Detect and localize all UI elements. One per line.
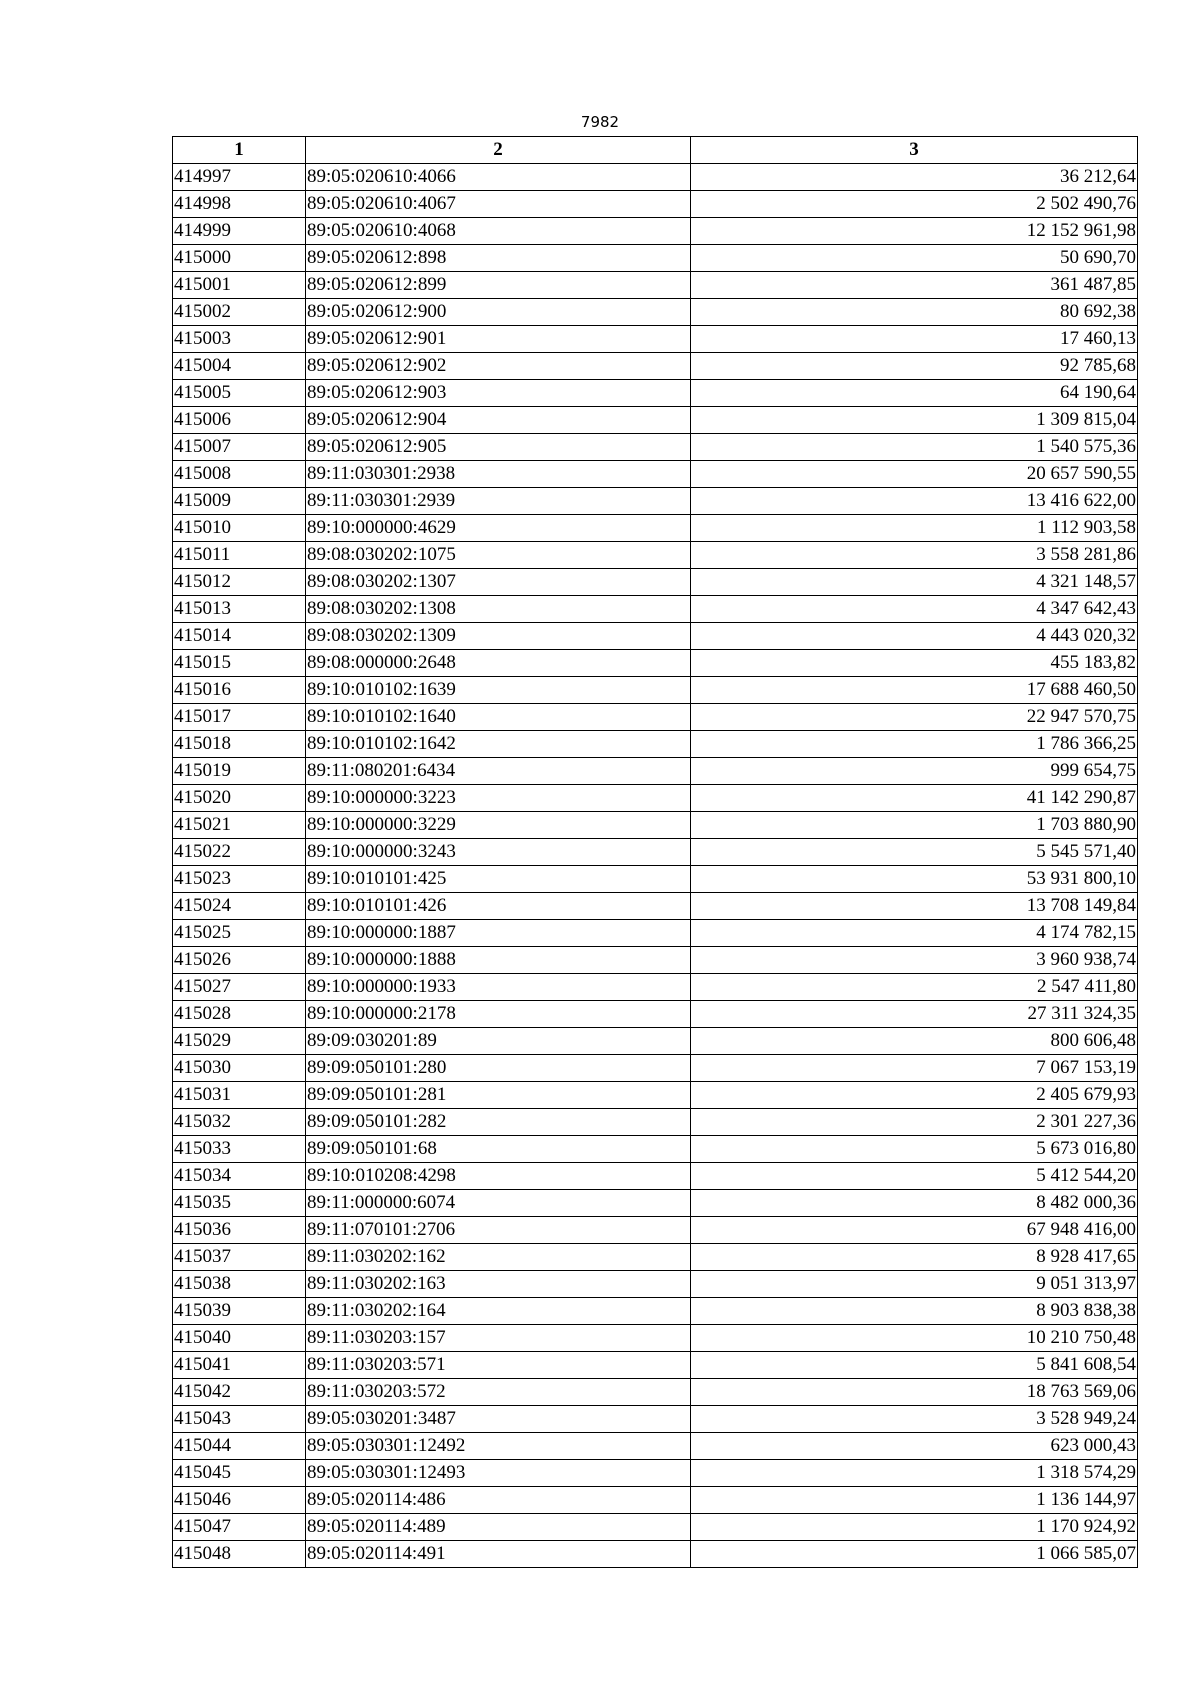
cadastral-number-cell: 89:11:030202:162 [306,1244,691,1271]
cadastral-number-cell: 89:11:030301:2938 [306,461,691,488]
table-row [173,1055,1138,1082]
value-cell: 800 606,48 [691,1028,1138,1055]
row-number-cell: 415043 [173,1406,306,1433]
cadastral-number-cell: 89:11:030202:163 [306,1271,691,1298]
row-number-cell: 415003 [173,326,306,353]
row-number-cell: 415030 [173,1055,306,1082]
row-number-cell: 415011 [173,542,306,569]
row-number-cell: 415033 [173,1136,306,1163]
row-number-cell: 415017 [173,704,306,731]
cadastral-number-cell: 89:10:000000:1933 [306,974,691,1001]
table-row [173,1514,1138,1541]
value-cell: 4 347 642,43 [691,596,1138,623]
row-number-cell: 415001 [173,272,306,299]
row-number-cell: 414998 [173,191,306,218]
cadastral-number-cell: 89:05:020612:901 [306,326,691,353]
value-cell: 13 708 149,84 [691,893,1138,920]
cadastral-number-cell: 89:05:020612:898 [306,245,691,272]
row-number-cell: 415016 [173,677,306,704]
cadastral-number-cell: 89:05:030301:12492 [306,1433,691,1460]
cadastral-number-cell: 89:08:030202:1307 [306,569,691,596]
cadastral-number-cell: 89:11:080201:6434 [306,758,691,785]
table-row [173,1325,1138,1352]
cadastral-number-cell: 89:11:030203:571 [306,1352,691,1379]
table-row [173,488,1138,515]
value-cell: 36 212,64 [691,164,1138,191]
value-cell: 1 170 924,92 [691,1514,1138,1541]
cadastral-number-cell: 89:10:000000:2178 [306,1001,691,1028]
cadastral-number-cell: 89:09:050101:281 [306,1082,691,1109]
cadastral-number-cell: 89:10:000000:1887 [306,920,691,947]
cadastral-number-cell: 89:10:000000:3229 [306,812,691,839]
row-number-cell: 415022 [173,839,306,866]
table-row [173,1433,1138,1460]
cadastral-number-cell: 89:10:000000:3243 [306,839,691,866]
cadastral-number-cell: 89:10:010101:425 [306,866,691,893]
value-cell: 92 785,68 [691,353,1138,380]
row-number-cell: 415013 [173,596,306,623]
table-row [173,380,1138,407]
row-number-cell: 415020 [173,785,306,812]
table-row [173,1136,1138,1163]
table-row [173,299,1138,326]
row-number-cell: 415044 [173,1433,306,1460]
row-number-cell: 415000 [173,245,306,272]
table-row [173,596,1138,623]
cadastral-number-cell: 89:05:020612:902 [306,353,691,380]
table-row [173,650,1138,677]
table-row [173,1379,1138,1406]
cadastral-number-cell: 89:05:030201:3487 [306,1406,691,1433]
table-row [173,1487,1138,1514]
value-cell: 17 460,13 [691,326,1138,353]
cadastral-number-cell: 89:10:010102:1639 [306,677,691,704]
value-cell: 53 931 800,10 [691,866,1138,893]
row-number-cell: 415042 [173,1379,306,1406]
row-number-cell: 415006 [173,407,306,434]
value-cell: 7 067 153,19 [691,1055,1138,1082]
row-number-cell: 415046 [173,1487,306,1514]
row-number-cell: 415009 [173,488,306,515]
table-row [173,434,1138,461]
cadastral-number-cell: 89:05:020114:491 [306,1541,691,1568]
cadastral-number-cell: 89:05:020610:4068 [306,218,691,245]
cadastral-number-cell: 89:09:050101:280 [306,1055,691,1082]
table-row [173,623,1138,650]
table-row [173,866,1138,893]
row-number-cell: 415007 [173,434,306,461]
row-number-cell: 415039 [173,1298,306,1325]
value-cell: 4 443 020,32 [691,623,1138,650]
table-row [173,1541,1138,1568]
row-number-cell: 415034 [173,1163,306,1190]
row-number-cell: 415024 [173,893,306,920]
table-row [173,218,1138,245]
cadastral-number-cell: 89:11:030301:2939 [306,488,691,515]
value-cell: 50 690,70 [691,245,1138,272]
table-row [173,515,1138,542]
value-cell: 5 841 608,54 [691,1352,1138,1379]
cadastral-number-cell: 89:11:030202:164 [306,1298,691,1325]
table-row [173,1163,1138,1190]
cadastral-number-cell: 89:05:020610:4067 [306,191,691,218]
table-row [173,704,1138,731]
value-cell: 8 928 417,65 [691,1244,1138,1271]
table-row [173,1352,1138,1379]
cadastral-number-cell: 89:09:050101:68 [306,1136,691,1163]
row-number-cell: 415048 [173,1541,306,1568]
table-row [173,839,1138,866]
row-number-cell: 415028 [173,1001,306,1028]
value-cell: 1 066 585,07 [691,1541,1138,1568]
table-row [173,272,1138,299]
table-row [173,245,1138,272]
cadastral-number-cell: 89:05:020612:899 [306,272,691,299]
row-number-cell: 414999 [173,218,306,245]
value-cell: 2 301 227,36 [691,1109,1138,1136]
cadastral-number-cell: 89:08:000000:2648 [306,650,691,677]
table-row [173,407,1138,434]
value-cell: 1 703 880,90 [691,812,1138,839]
cadastral-number-cell: 89:11:000000:6074 [306,1190,691,1217]
value-cell: 2 502 490,76 [691,191,1138,218]
cadastral-number-cell: 89:11:070101:2706 [306,1217,691,1244]
value-cell: 67 948 416,00 [691,1217,1138,1244]
value-cell: 41 142 290,87 [691,785,1138,812]
row-number-cell: 415019 [173,758,306,785]
row-number-cell: 415021 [173,812,306,839]
table-row [173,1460,1138,1487]
table-row [173,1109,1138,1136]
value-cell: 999 654,75 [691,758,1138,785]
row-number-cell: 415012 [173,569,306,596]
row-number-cell: 415026 [173,947,306,974]
cadastral-number-cell: 89:09:050101:282 [306,1109,691,1136]
value-cell: 5 412 544,20 [691,1163,1138,1190]
row-number-cell: 415029 [173,1028,306,1055]
row-number-cell: 415025 [173,920,306,947]
value-cell: 9 051 313,97 [691,1271,1138,1298]
value-cell: 8 903 838,38 [691,1298,1138,1325]
row-number-cell: 415005 [173,380,306,407]
cadastral-number-cell: 89:05:030301:12493 [306,1460,691,1487]
value-cell: 22 947 570,75 [691,704,1138,731]
row-number-cell: 415023 [173,866,306,893]
table-row [173,1298,1138,1325]
table-row [173,1271,1138,1298]
table-row [173,191,1138,218]
table-row [173,461,1138,488]
table-row [173,569,1138,596]
value-cell: 1 540 575,36 [691,434,1138,461]
row-number-cell: 415015 [173,650,306,677]
value-cell: 1 786 366,25 [691,731,1138,758]
registry-table [172,136,1138,1568]
value-cell: 4 321 148,57 [691,569,1138,596]
table-row [173,974,1138,1001]
cadastral-number-cell: 89:08:030202:1309 [306,623,691,650]
row-number-cell: 414997 [173,164,306,191]
cadastral-number-cell: 89:09:030201:89 [306,1028,691,1055]
cadastral-number-cell: 89:10:000000:4629 [306,515,691,542]
value-cell: 18 763 569,06 [691,1379,1138,1406]
value-cell: 1 309 815,04 [691,407,1138,434]
table-row [173,812,1138,839]
table-header-row [173,137,1138,164]
cadastral-number-cell: 89:05:020612:904 [306,407,691,434]
row-number-cell: 415041 [173,1352,306,1379]
column-header-3: 3 [691,137,1138,164]
table-row [173,1217,1138,1244]
value-cell: 8 482 000,36 [691,1190,1138,1217]
row-number-cell: 415037 [173,1244,306,1271]
row-number-cell: 415008 [173,461,306,488]
value-cell: 5 673 016,80 [691,1136,1138,1163]
table-row [173,758,1138,785]
table-row [173,947,1138,974]
cadastral-number-cell: 89:10:010102:1642 [306,731,691,758]
row-number-cell: 415010 [173,515,306,542]
cadastral-number-cell: 89:05:020612:903 [306,380,691,407]
value-cell: 361 487,85 [691,272,1138,299]
value-cell: 3 528 949,24 [691,1406,1138,1433]
column-header-1: 1 [173,137,306,164]
row-number-cell: 415027 [173,974,306,1001]
row-number-cell: 415038 [173,1271,306,1298]
cadastral-number-cell: 89:08:030202:1075 [306,542,691,569]
cadastral-number-cell: 89:11:030203:572 [306,1379,691,1406]
row-number-cell: 415040 [173,1325,306,1352]
value-cell: 20 657 590,55 [691,461,1138,488]
value-cell: 5 545 571,40 [691,839,1138,866]
table-row [173,785,1138,812]
value-cell: 17 688 460,50 [691,677,1138,704]
table-row [173,1244,1138,1271]
cadastral-number-cell: 89:05:020114:486 [306,1487,691,1514]
value-cell: 4 174 782,15 [691,920,1138,947]
value-cell: 1 112 903,58 [691,515,1138,542]
cadastral-number-cell: 89:10:000000:1888 [306,947,691,974]
row-number-cell: 415014 [173,623,306,650]
value-cell: 80 692,38 [691,299,1138,326]
table-row [173,1190,1138,1217]
cadastral-number-cell: 89:05:020610:4066 [306,164,691,191]
cadastral-number-cell: 89:05:020612:905 [306,434,691,461]
table-row [173,1028,1138,1055]
row-number-cell: 415047 [173,1514,306,1541]
table-row [173,1406,1138,1433]
table-row [173,1001,1138,1028]
value-cell: 1 318 574,29 [691,1460,1138,1487]
value-cell: 27 311 324,35 [691,1001,1138,1028]
value-cell: 64 190,64 [691,380,1138,407]
table-row [173,326,1138,353]
cadastral-number-cell: 89:10:010208:4298 [306,1163,691,1190]
table-row [173,920,1138,947]
column-header-2: 2 [306,137,691,164]
cadastral-number-cell: 89:10:000000:3223 [306,785,691,812]
page-number: 7982 [580,113,620,131]
row-number-cell: 415036 [173,1217,306,1244]
value-cell: 12 152 961,98 [691,218,1138,245]
value-cell: 2 405 679,93 [691,1082,1138,1109]
row-number-cell: 415018 [173,731,306,758]
table-body [173,164,1138,1568]
table-row [173,893,1138,920]
value-cell: 1 136 144,97 [691,1487,1138,1514]
row-number-cell: 415002 [173,299,306,326]
cadastral-number-cell: 89:05:020612:900 [306,299,691,326]
value-cell: 455 183,82 [691,650,1138,677]
table-row [173,164,1138,191]
value-cell: 2 547 411,80 [691,974,1138,1001]
row-number-cell: 415045 [173,1460,306,1487]
cadastral-number-cell: 89:11:030203:157 [306,1325,691,1352]
row-number-cell: 415035 [173,1190,306,1217]
table-row [173,731,1138,758]
value-cell: 623 000,43 [691,1433,1138,1460]
row-number-cell: 415032 [173,1109,306,1136]
table-row [173,542,1138,569]
value-cell: 3 960 938,74 [691,947,1138,974]
row-number-cell: 415031 [173,1082,306,1109]
table-row [173,1082,1138,1109]
value-cell: 13 416 622,00 [691,488,1138,515]
value-cell: 3 558 281,86 [691,542,1138,569]
cadastral-number-cell: 89:10:010101:426 [306,893,691,920]
value-cell: 10 210 750,48 [691,1325,1138,1352]
cadastral-number-cell: 89:10:010102:1640 [306,704,691,731]
cadastral-number-cell: 89:08:030202:1308 [306,596,691,623]
table-row [173,677,1138,704]
row-number-cell: 415004 [173,353,306,380]
table-row [173,353,1138,380]
cadastral-number-cell: 89:05:020114:489 [306,1514,691,1541]
